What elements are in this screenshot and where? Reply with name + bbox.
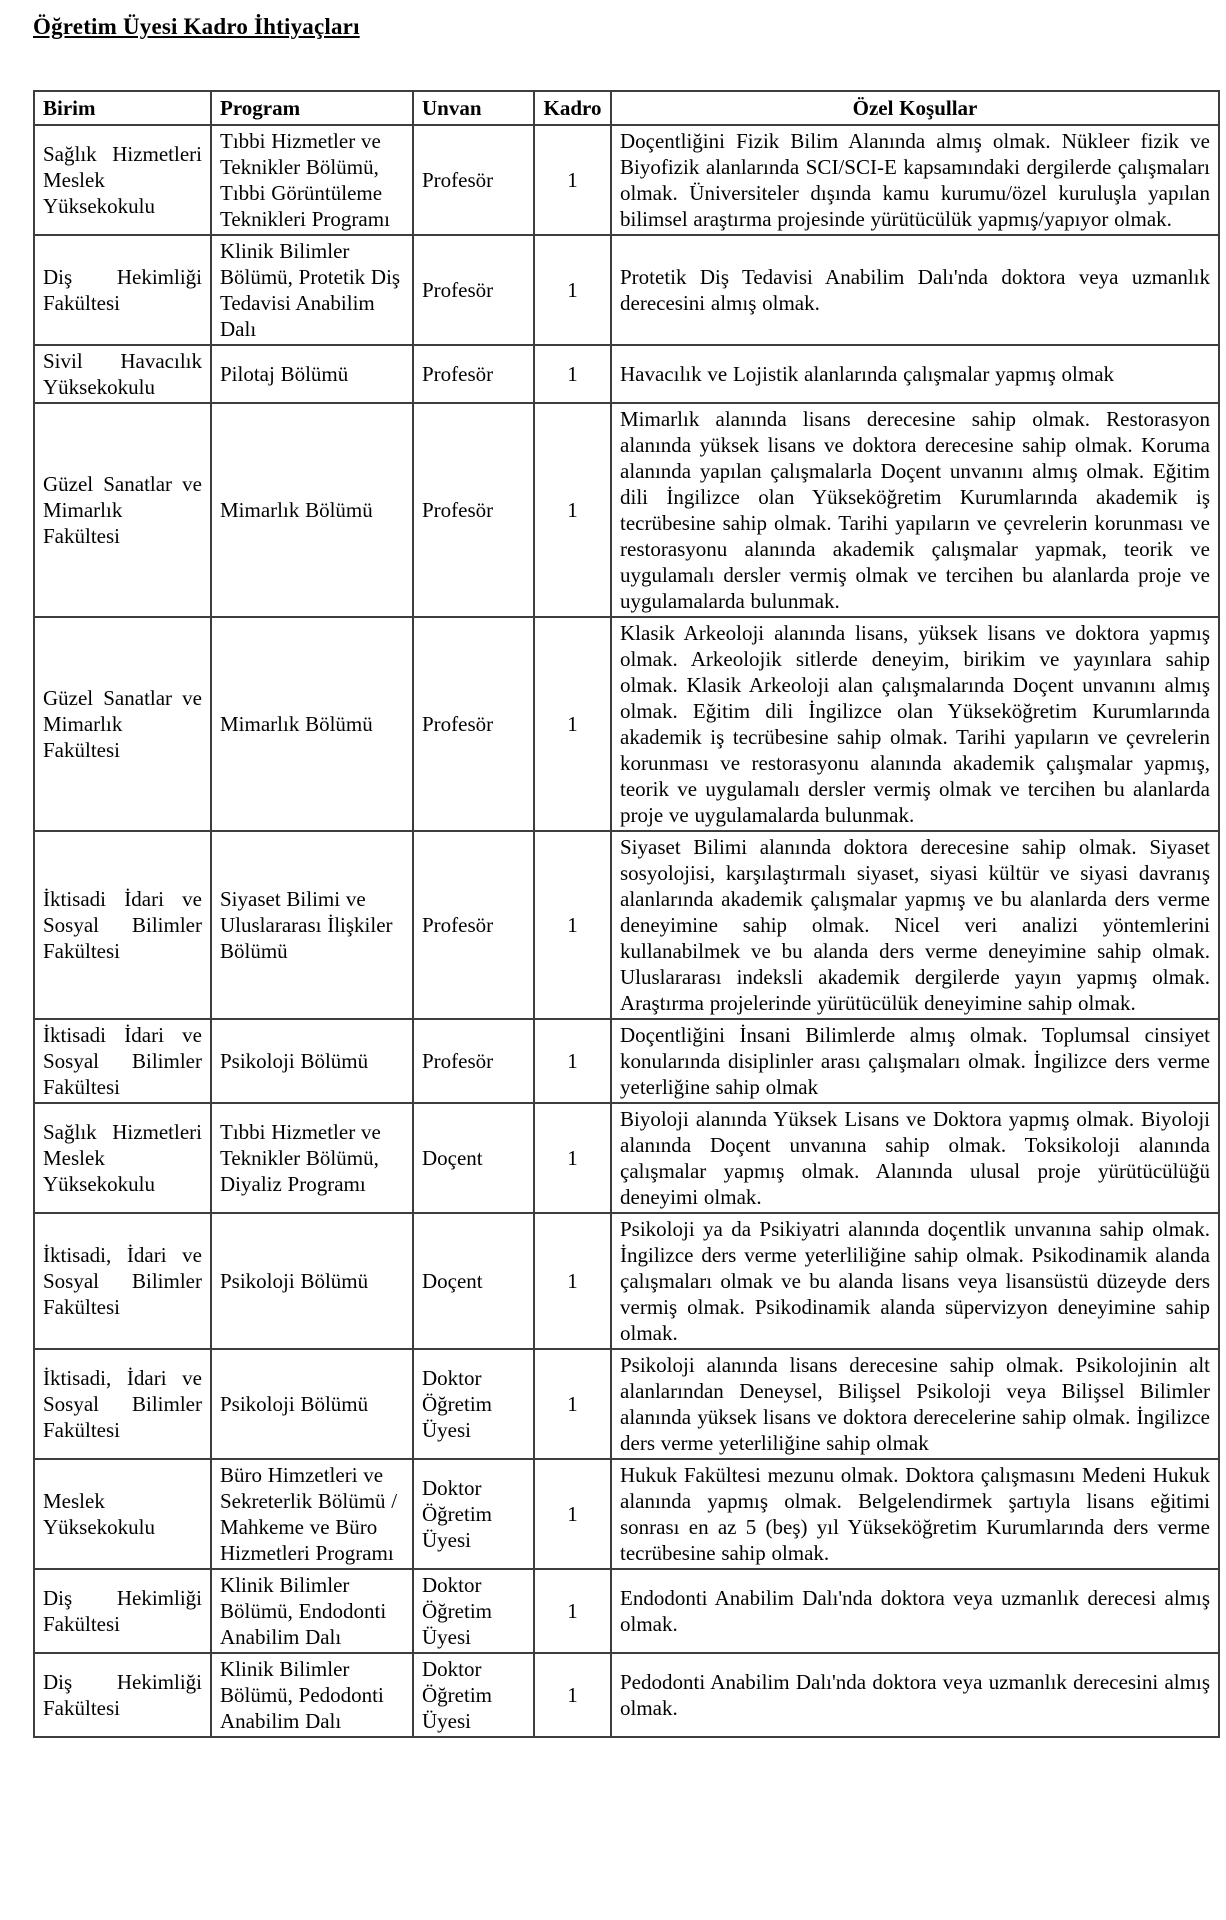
cell-kadro: 1 xyxy=(534,345,611,403)
header-ozel-kosullar: Özel Koşullar xyxy=(611,91,1219,125)
table-row xyxy=(34,403,1219,617)
cell-unvan: Doktor Öğretim Üyesi xyxy=(413,1349,534,1459)
cell-birim: Sağlık Hizmetleri Meslek Yüksekokulu xyxy=(34,1103,211,1213)
table-row xyxy=(34,235,1219,345)
header-row xyxy=(34,91,1219,125)
cell-ozel-kosullar: Psikoloji alanında lisans derecesine sahip olmak. Psikolojinin alt alanlarından Deneysel, Bilişsel Psikoloji veya Bilişsel Bilimler alanında yüksek lisans ve doktora derecelerine sahip olmak. İngilizce ders verme yeterliliğine sahip olmak xyxy=(611,1349,1219,1459)
cell-unvan: Profesör xyxy=(413,1019,534,1103)
header-unvan: Unvan xyxy=(413,91,534,125)
header-program: Program xyxy=(211,91,413,125)
cell-unvan: Doktor Öğretim Üyesi xyxy=(413,1653,534,1737)
table-row xyxy=(34,345,1219,403)
cell-program: Pilotaj Bölümü xyxy=(211,345,413,403)
cell-ozel-kosullar: Protetik Diş Tedavisi Anabilim Dalı'nda doktora veya uzmanlık derecesini almış olmak. xyxy=(611,235,1219,345)
cell-ozel-kosullar: Biyoloji alanında Yüksek Lisans ve Doktora yapmış olmak. Biyoloji alanında Doçent unvanına sahip olmak. Toksikoloji alanında çalışmalar yapmış olmak. Alanında ulusal proje yürütücülüğü deneyimi olmak. xyxy=(611,1103,1219,1213)
cell-program: Klinik Bilimler Bölümü, Endodonti Anabilim Dalı xyxy=(211,1569,413,1653)
cell-unvan: Profesör xyxy=(413,617,534,831)
page-title: Öğretim Üyesi Kadro İhtiyaçları xyxy=(33,14,360,39)
cell-birim: Meslek Yüksekokulu xyxy=(34,1459,211,1569)
cell-ozel-kosullar: Pedodonti Anabilim Dalı'nda doktora veya uzmanlık derecesini almış olmak. xyxy=(611,1653,1219,1737)
cell-unvan: Profesör xyxy=(413,345,534,403)
cell-birim: Diş Hekimliği Fakültesi xyxy=(34,1569,211,1653)
cell-program: Klinik Bilimler Bölümü, Pedodonti Anabilim Dalı xyxy=(211,1653,413,1737)
table-row xyxy=(34,1019,1219,1103)
cell-kadro: 1 xyxy=(534,235,611,345)
cell-ozel-kosullar: Klasik Arkeoloji alanında lisans, yüksek lisans ve doktora yapmış olmak. Arkeolojik sitlerde deneyim, birikim ve yayınlara sahip olmak. Klasik Arkeoloji alan çalışmalarında Doçent unvanını almış olmak. Eğitim dili İngilizce olan Yükseköğretim Kurumlarında akademik iş tecrübesine sahip olmak. Tarihi yapıların ve çevrelerin korunması ve restorasyonu alanında akademik çalışmalar yapmış, teorik ve uygulamalı dersler vermiş olmak ve tercihen bu alanlarda proje ve uygulamalarda bulunmak. xyxy=(611,617,1219,831)
cell-kadro: 1 xyxy=(534,617,611,831)
cell-birim: Diş Hekimliği Fakültesi xyxy=(34,1653,211,1737)
cell-unvan: Doçent xyxy=(413,1103,534,1213)
cell-program: Siyaset Bilimi ve Uluslararası İlişkiler Bölümü xyxy=(211,831,413,1019)
cell-birim: İktisadi, İdari ve Sosyal Bilimler Fakültesi xyxy=(34,1213,211,1349)
cell-ozel-kosullar: Endodonti Anabilim Dalı'nda doktora veya uzmanlık derecesi almış olmak. xyxy=(611,1569,1219,1653)
cell-ozel-kosullar: Havacılık ve Lojistik alanlarında çalışmalar yapmış olmak xyxy=(611,345,1219,403)
cell-unvan: Profesör xyxy=(413,831,534,1019)
cell-birim: Sivil Havacılık Yüksekokulu xyxy=(34,345,211,403)
table-body xyxy=(34,125,1219,1737)
table-header xyxy=(34,91,1219,125)
cell-kadro: 1 xyxy=(534,1653,611,1737)
cell-program: Psikoloji Bölümü xyxy=(211,1213,413,1349)
cell-kadro: 1 xyxy=(534,403,611,617)
table-row xyxy=(34,1349,1219,1459)
cell-kadro: 1 xyxy=(534,1459,611,1569)
cell-program: Büro Himzetleri ve Sekreterlik Bölümü / Mahkeme ve Büro Hizmetleri Programı xyxy=(211,1459,413,1569)
cell-kadro: 1 xyxy=(534,1019,611,1103)
cell-kadro: 1 xyxy=(534,1349,611,1459)
cell-unvan: Doktor Öğretim Üyesi xyxy=(413,1569,534,1653)
table-row xyxy=(34,125,1219,235)
cell-kadro: 1 xyxy=(534,1213,611,1349)
cell-program: Psikoloji Bölümü xyxy=(211,1349,413,1459)
cell-unvan: Profesör xyxy=(413,125,534,235)
cell-unvan: Profesör xyxy=(413,403,534,617)
table-row xyxy=(34,831,1219,1019)
cell-birim: İktisadi İdari ve Sosyal Bilimler Fakültesi xyxy=(34,1019,211,1103)
cell-unvan: Profesör xyxy=(413,235,534,345)
header-birim: Birim xyxy=(34,91,211,125)
cell-unvan: Doçent xyxy=(413,1213,534,1349)
table-row xyxy=(34,1459,1219,1569)
header-kadro: Kadro xyxy=(534,91,611,125)
table-row xyxy=(34,1213,1219,1349)
cell-birim: Sağlık Hizmetleri Meslek Yüksekokulu xyxy=(34,125,211,235)
table-row xyxy=(34,1653,1219,1737)
cell-kadro: 1 xyxy=(534,1569,611,1653)
cell-program: Psikoloji Bölümü xyxy=(211,1019,413,1103)
cell-program: Tıbbi Hizmetler ve Teknikler Bölümü, Tıbbi Görüntüleme Teknikleri Programı xyxy=(211,125,413,235)
table-row xyxy=(34,617,1219,831)
cell-ozel-kosullar: Doçentliğini Fizik Bilim Alanında almış olmak. Nükleer fizik ve Biyofizik alanlarında SCI/SCI-E kapsamındaki dergilerde çalışmaları olmak. Üniversiteler dışında kamu kurumu/özel kuruluşla yapılan bilimsel araştırma projesinde yürütücülük yapmış/yapıyor olmak. xyxy=(611,125,1219,235)
cell-program: Mimarlık Bölümü xyxy=(211,403,413,617)
cell-birim: Güzel Sanatlar ve Mimarlık Fakültesi xyxy=(34,403,211,617)
cell-birim: İktisadi, İdari ve Sosyal Bilimler Fakültesi xyxy=(34,1349,211,1459)
cell-program: Klinik Bilimler Bölümü, Protetik Diş Tedavisi Anabilim Dalı xyxy=(211,235,413,345)
cell-birim: Diş Hekimliği Fakültesi xyxy=(34,235,211,345)
table-row xyxy=(34,1103,1219,1213)
cell-kadro: 1 xyxy=(534,831,611,1019)
kadro-needs-table xyxy=(33,90,1220,1738)
cell-birim: İktisadi İdari ve Sosyal Bilimler Fakültesi xyxy=(34,831,211,1019)
cell-ozel-kosullar: Siyaset Bilimi alanında doktora derecesine sahip olmak. Siyaset sosyolojisi, karşılaştırmalı siyaset, siyasi kültür ve siyasi davranış alanlarında akademik çalışmalar yapmış ve bu alanlarda ders verme deneyimine sahip olmak. Nicel veri analizi yöntemlerini kullanabilmek ve bu alanda ders verme deneyimine sahip olmak. Uluslararası indeksli akademik dergilerde yayın yapmış olmak. Araştırma projelerinde yürütücülük deneyimine sahip olmak. xyxy=(611,831,1219,1019)
cell-ozel-kosullar: Doçentliğini İnsani Bilimlerde almış olmak. Toplumsal cinsiyet konularında disiplinler arası çalışmaları olmak. İngilizce ders verme yeterliğine sahip olmak xyxy=(611,1019,1219,1103)
cell-program: Tıbbi Hizmetler ve Teknikler Bölümü, Diyaliz Programı xyxy=(211,1103,413,1213)
cell-kadro: 1 xyxy=(534,1103,611,1213)
cell-birim: Güzel Sanatlar ve Mimarlık Fakültesi xyxy=(34,617,211,831)
cell-program: Mimarlık Bölümü xyxy=(211,617,413,831)
cell-ozel-kosullar: Mimarlık alanında lisans derecesine sahip olmak. Restorasyon alanında yüksek lisans ve doktora derecesine sahip olmak. Koruma alanında yapılan çalışmalarla Doçent unvanını almış olmak. Eğitim dili İngilizce olan Yükseköğretim Kurumlarında akademik iş tecrübesine sahip olmak. Tarihi yapıların ve çevrelerin korunması ve restorasyonu alanında akademik çalışmalar yapmak, teorik ve uygulamalı dersler vermiş olmak ve tercihen bu alanlarda proje ve uygulamalarda bulunmak. xyxy=(611,403,1219,617)
cell-unvan: Doktor Öğretim Üyesi xyxy=(413,1459,534,1569)
cell-kadro: 1 xyxy=(534,125,611,235)
table-row xyxy=(34,1569,1219,1653)
cell-ozel-kosullar: Psikoloji ya da Psikiyatri alanında doçentlik unvanına sahip olmak. İngilizce ders verme yeterliliğine sahip olmak. Psikodinamik alanda çalışmaları olmak ve bu alanda lisans veya lisansüstü düzeyde ders vermiş olmak. Psikodinamik alanda süpervizyon deneyimine sahip olmak. xyxy=(611,1213,1219,1349)
cell-ozel-kosullar: Hukuk Fakültesi mezunu olmak. Doktora çalışmasını Medeni Hukuk alanında yapmış olmak. Belgelendirmek şartıyla lisans eğitimi sonrası en az 5 (beş) yıl Yükseköğretim Kurumlarında ders verme tecrübesine sahip olmak. xyxy=(611,1459,1219,1569)
